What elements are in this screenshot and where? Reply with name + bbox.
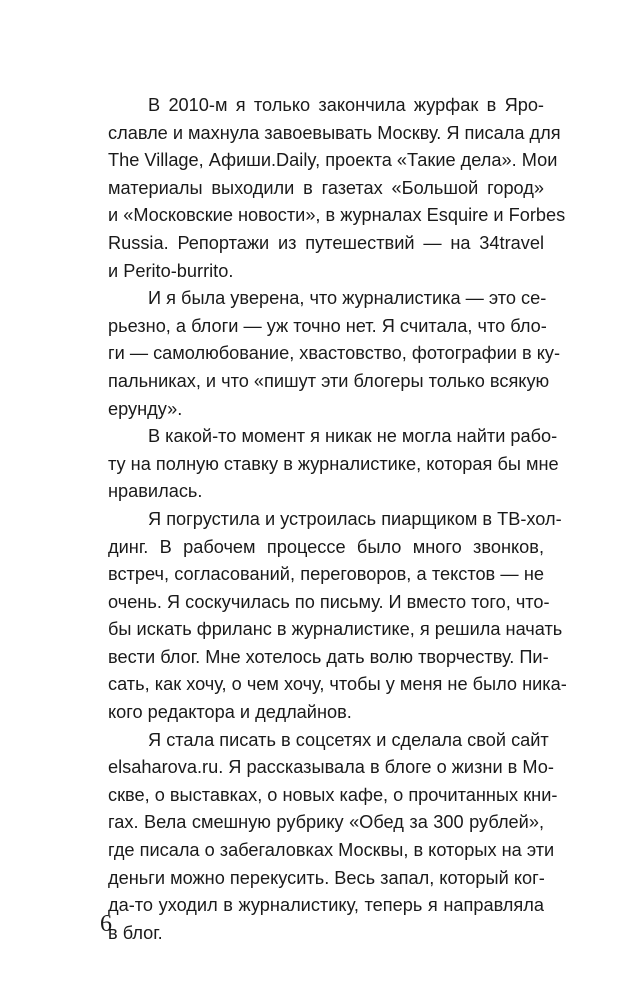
paragraph bbox=[108, 727, 558, 948]
text-line: скве, о выставках, о новых кафе, о прочитанных кни- bbox=[108, 784, 558, 805]
text-line: ги — самолюбование, хвастовство, фотографии в ку- bbox=[108, 343, 561, 364]
text-line: деньги можно перекусить. Весь запал, который ког- bbox=[108, 867, 545, 888]
text-line: нравилась. bbox=[108, 481, 203, 502]
text-line: да-то уходил в журналистику, теперь я направляла bbox=[108, 895, 544, 916]
text-line: гах. Вела смешную рубрику «Обед за 300 рублей», bbox=[108, 812, 544, 833]
text-line: Я стала писать в соцсетях и сделала свой сайт bbox=[148, 729, 549, 750]
text-line: The Village, Афиши.Daily, проекта «Такие дела». Мои bbox=[108, 150, 558, 171]
text-line: И я была уверена, что журналистика — это се- bbox=[148, 288, 547, 309]
text-line: Я погрустила и устроилась пиарщиком в ТВ-хол- bbox=[148, 508, 562, 529]
text-line: очень. Я соскучилась по письму. И вместо того, что- bbox=[108, 591, 550, 612]
text-line: Russia. Репортажи из путешествий — на 34travel bbox=[108, 232, 544, 253]
paragraph bbox=[108, 285, 561, 423]
text-line: динг. В рабочем процессе было много звонков, bbox=[108, 536, 544, 557]
text-line: где писала о забегаловках Москвы, в которых на эти bbox=[108, 840, 555, 861]
text-line: бы искать фриланс в журналистике, я решила начать bbox=[108, 619, 563, 640]
text-line: встреч, согласований, переговоров, а текстов — не bbox=[108, 564, 544, 585]
paragraph bbox=[108, 506, 567, 727]
paragraph bbox=[108, 92, 566, 285]
body-text bbox=[108, 92, 567, 947]
paragraph bbox=[108, 423, 559, 506]
text-line: elsaharova.ru. Я рассказывала в блоге о жизни в Мо- bbox=[108, 757, 554, 778]
text-line: кого редактора и дедлайнов. bbox=[108, 702, 352, 723]
text-line: рьезно, а блоги — уж точно нет. Я считала, что бло- bbox=[108, 315, 547, 336]
text-line: и Perito-burrito. bbox=[108, 260, 234, 281]
text-line: сать, как хочу, о чем хочу, чтобы у меня не было ника- bbox=[108, 674, 567, 695]
text-line: славле и махнула завоевывать Москву. Я писала для bbox=[108, 122, 561, 143]
text-line: ту на полную ставку в журналистике, которая бы мне bbox=[108, 453, 559, 474]
text-line: В 2010-м я только закончила журфак в Яро- bbox=[148, 95, 544, 115]
page-number: 6 bbox=[100, 911, 112, 937]
text-line: материалы выходили в газетах «Большой город» bbox=[108, 177, 544, 198]
text-line: пальниках, и что «пишут эти блогеры только всякую bbox=[108, 370, 550, 391]
text-line: в блог. bbox=[108, 922, 163, 943]
text-line: вести блог. Мне хотелось дать волю творчеству. Пи- bbox=[108, 646, 549, 667]
text-line: В какой-то момент я никак не могла найти рабо- bbox=[148, 426, 558, 447]
text-line: ерунду». bbox=[108, 398, 183, 419]
text-line: и «Московские новости», в журналах Esquire и Forbes bbox=[108, 205, 566, 226]
